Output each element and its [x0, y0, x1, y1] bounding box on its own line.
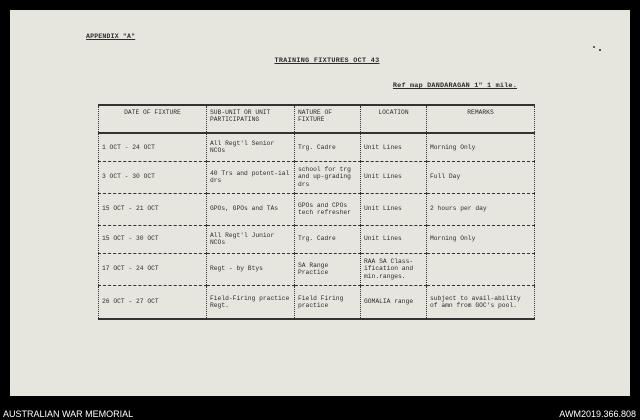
cell-unit: Regt - by Btys	[207, 253, 295, 285]
table-header-row	[99, 105, 535, 133]
cell-location: Unit Lines	[361, 133, 427, 161]
table-row	[99, 193, 535, 225]
cell-unit: Field-Firing practice Regt.	[207, 285, 295, 319]
table-row	[99, 225, 535, 253]
table-row	[99, 161, 535, 193]
cell-nature: school for trg and up-grading drs	[295, 161, 361, 193]
cell-remarks: subject to avail-ability of amn from GOC's pool.	[427, 285, 535, 319]
ref-map-note: Ref map DANDARAGAN 1" 1 mile.	[392, 82, 517, 90]
cell-remarks: 2 hours per day	[427, 193, 535, 225]
table-row	[99, 133, 535, 161]
ink-speck	[599, 49, 601, 51]
cell-unit: All Regt'l Junior NCOs	[207, 225, 295, 253]
institution-name: AUSTRALIAN WAR MEMORIAL	[3, 409, 134, 419]
cell-date: 15 OCT - 30 OCT	[99, 225, 207, 253]
cell-date: 1 OCT - 24 OCT	[99, 133, 207, 161]
cell-nature: SA Range Practice	[295, 253, 361, 285]
table-row	[99, 253, 535, 285]
cell-location: Unit Lines	[361, 193, 427, 225]
cell-remarks: Morning Only	[427, 133, 535, 161]
cell-location: RAA SA Class-ification and min.ranges.	[361, 253, 427, 285]
column-header: DATE OF FIXTURE	[99, 105, 207, 133]
cell-unit: GPOs, GPOs and TAs	[207, 193, 295, 225]
document-title-text: TRAINING FIXTURES OCT 43	[274, 57, 380, 65]
cell-remarks	[427, 253, 535, 285]
cell-location: GOMALIA range	[361, 285, 427, 319]
training-fixtures-table	[98, 104, 535, 320]
ink-speck	[593, 46, 595, 48]
cell-date: 15 OCT - 21 OCT	[99, 193, 207, 225]
document-title	[10, 57, 630, 65]
cell-unit: All Regt'l Senior NCOs	[207, 133, 295, 161]
cell-remarks: Morning Only	[427, 225, 535, 253]
cell-remarks: Full Day	[427, 161, 535, 193]
document-page	[10, 10, 630, 396]
accession-number: AWM2019.366.808	[559, 409, 636, 419]
cell-unit: 40 Trs and potent-ial drs	[207, 161, 295, 193]
appendix-label: APPENDIX "A"	[86, 33, 136, 40]
cell-nature: Trg. Cadre	[295, 225, 361, 253]
cell-date: 3 OCT - 30 OCT	[99, 161, 207, 193]
column-header: NATURE OF FIXTURE	[295, 105, 361, 133]
cell-location: Unit Lines	[361, 225, 427, 253]
column-header: LOCATION	[361, 105, 427, 133]
cell-location: Unit Lines	[361, 161, 427, 193]
footer-bar	[0, 396, 640, 420]
cell-date: 26 OCT - 27 OCT	[99, 285, 207, 319]
column-header: SUB-UNIT OR UNIT PARTICIPATING	[207, 105, 295, 133]
cell-nature: GPOs and CPOs tech refresher	[295, 193, 361, 225]
cell-nature: Field Firing practice	[295, 285, 361, 319]
cell-date: 17 OCT - 24 OCT	[99, 253, 207, 285]
column-header: REMARKS	[427, 105, 535, 133]
cell-nature: Trg. Cadre	[295, 133, 361, 161]
table-row	[99, 285, 535, 319]
